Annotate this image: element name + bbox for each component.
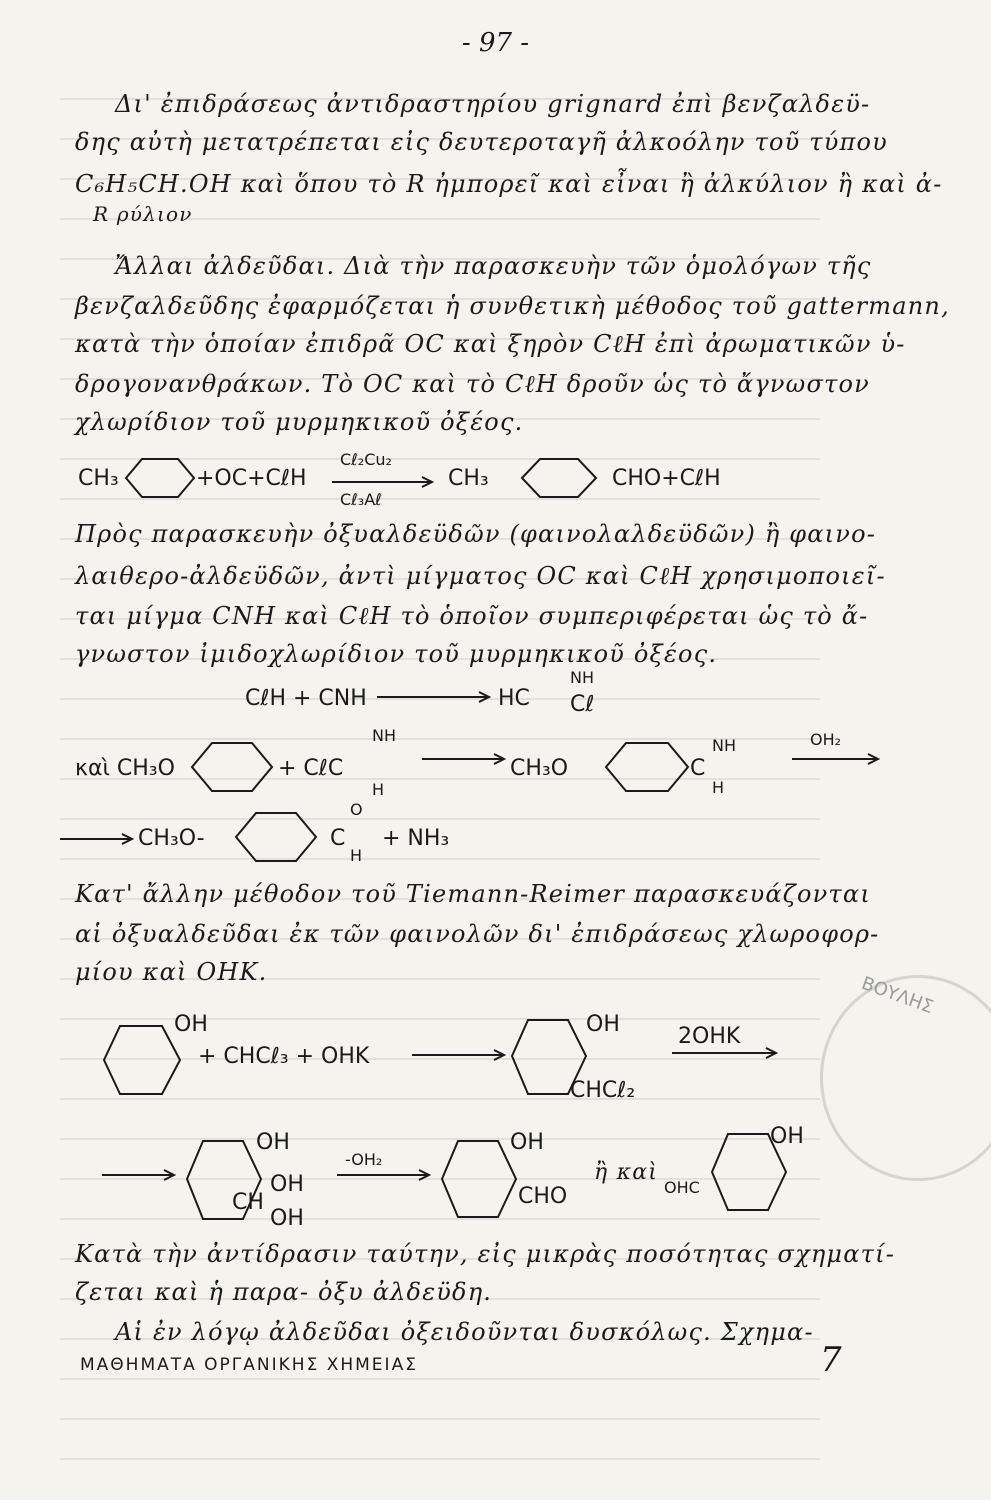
r1-left: CH₃: [78, 466, 119, 491]
r4-c: C: [330, 826, 346, 851]
r6-cho: CHO: [518, 1184, 568, 1209]
arrow-icon: [58, 832, 138, 846]
arrow-icon: [670, 1046, 782, 1060]
r3-nh: NH: [372, 726, 396, 745]
r5-chcl2: CHCℓ₂: [570, 1078, 636, 1103]
r2-right: HC: [498, 686, 530, 711]
r6-reagent: -OH₂: [345, 1150, 383, 1169]
r6-ohc: OHC: [664, 1178, 700, 1197]
page-number: - 97 -: [461, 28, 530, 58]
r6-oh1: OH: [256, 1130, 290, 1155]
p1-line-1: Δι' ἐπιδράσεως ἀντιδραστηρίου grignard ἐπὶ βενζαλδεϋ-: [115, 90, 871, 118]
arrow-icon: [335, 1168, 435, 1182]
p1-line-4: R ρύλιον: [93, 202, 193, 226]
r6-oh-a: OH: [270, 1172, 304, 1197]
p2-line-4: δρογονανθράκων. Τὸ OC καὶ τὸ CℓH δροῦν ὡς τὸ ἄγνωστον: [75, 370, 870, 398]
r6-oh4: OH: [770, 1124, 804, 1149]
p5-line-3: Αἱ ἐν λόγῳ ἀλδεῦδαι ὀξειδοῦνται δυσκόλως. Σχημα-: [115, 1318, 814, 1346]
r6-choh: CH: [232, 1190, 264, 1215]
r6-oh-b: OH: [270, 1206, 304, 1231]
benzene-ring-icon: [176, 738, 284, 796]
r2-cl: Cℓ: [570, 692, 595, 717]
r1-above: Cℓ₂Cu₂: [340, 450, 392, 469]
r3-kai: καὶ CH₃O: [75, 756, 175, 781]
arrow-icon: [330, 475, 440, 489]
arrow-icon: [375, 690, 495, 704]
r3-prod: CH₃O: [510, 756, 569, 781]
r4-left: CH₃O-: [138, 826, 205, 851]
r1-right-a: CH₃: [448, 466, 489, 491]
r3-reagent: OH₂: [810, 730, 842, 749]
arrow-icon: [420, 752, 510, 766]
r3-h: H: [372, 780, 385, 799]
r3-prod-c: C: [690, 756, 706, 781]
r4-h: H: [350, 846, 363, 865]
p2-line-3: κατὰ τὴν ὁποίαν ἐπιδρᾶ OC καὶ ξηρὸν CℓH ἐπὶ ἀρωματικῶν ὑ-: [75, 330, 906, 358]
p4-line-2: αἱ ὀξυαλδεῦδαι ἐκ τῶν φαινολῶν δι' ἐπιδράσεως χλωροφορ-: [75, 920, 880, 948]
p1-line-3: C₆H₅CH.OH καὶ ὅπου τὸ R ἠμπορεῖ καὶ εἶναι ἢ ἀλκύλιον ἢ καὶ ἀ-: [75, 170, 943, 198]
footer-title: ΜΑΘΗΜΑΤΑ ΟΡΓΑΝΙΚΗΣ ΧΗΜΕΙΑΣ: [80, 1355, 418, 1375]
p2-line-2: βενζαλδεῦδης ἐφαρμόζεται ἡ συνθετικὴ μέθοδος τοῦ gattermann,: [75, 292, 950, 320]
arrow-icon: [100, 1168, 180, 1182]
r3-plus: + CℓC: [278, 756, 344, 781]
p1-line-2: δης αὐτὴ μετατρέπεται εἰς δευτεροταγῆ ἀλκοόλην τοῦ τύπου: [75, 128, 888, 156]
r2-left: CℓH + CNH: [245, 686, 367, 711]
arrow-icon: [410, 1048, 510, 1062]
stamp-text: ΒΟΥΛΗΣ: [858, 972, 937, 1019]
benzene-ring-icon: [220, 808, 328, 866]
arrow-icon: [790, 752, 885, 766]
p4-line-1: Κατ' ἄλλην μέθοδον τοῦ Tiemann-Reimer παρασκευάζονται: [75, 880, 871, 908]
r6-or: ἢ καὶ: [594, 1160, 659, 1185]
benzene-ring-icon: [590, 738, 702, 796]
benzene-ring-icon: [440, 1135, 520, 1223]
benzene-ring-icon: [112, 455, 202, 501]
r2-nh: NH: [570, 668, 594, 687]
p4-line-3: μίου καὶ OHK.: [75, 958, 268, 986]
r5-oh2: OH: [586, 1012, 620, 1037]
r6-oh3: OH: [510, 1130, 544, 1155]
handwritten-page-mark: 7: [820, 1340, 842, 1380]
p2-line-5: χλωρίδιον τοῦ μυρμηκικοῦ ὀξέος.: [75, 408, 524, 436]
r4-right: + NH₃: [382, 826, 450, 851]
r3-prod-nh: NH: [712, 736, 736, 755]
p2-line-1: Ἄλλαι ἀλδεῦδαι. Διὰ τὴν παρασκευὴν τῶν ὁμολόγων τῆς: [115, 252, 872, 280]
p3-line-1: Πρὸς παρασκευὴν ὀξυαλδεϋδῶν (φαινολαλδεϋδῶν) ἢ φαινο-: [75, 520, 877, 548]
r1-right-b: CHO+CℓH: [612, 466, 721, 491]
p5-line-2: ζεται καὶ ἡ παρα- ὀξυ ἀλδεϋδη.: [75, 1278, 493, 1306]
r1-plus: +OC+CℓH: [196, 466, 307, 491]
r5-reagents: + CHCℓ₃ + OHK: [198, 1044, 370, 1069]
r4-o: O: [350, 800, 363, 819]
p3-line-3: ται μίγμα CNH καὶ CℓH τὸ ὁποῖον συμπεριφέρεται ὡς τὸ ἄ-: [75, 602, 869, 630]
p3-line-2: λαιθερο-ἀλδεϋδῶν, ἀντὶ μίγματος OC καὶ CℓH χρησιμοποιεῖ-: [75, 562, 886, 590]
benzene-ring-icon: [508, 455, 608, 501]
r3-prod-h: H: [712, 778, 725, 797]
p3-line-4: γνωστον ἰμιδοχλωρίδιον τοῦ μυρμηκικοῦ ὀξέος.: [75, 640, 718, 668]
r5-above: 2OHK: [678, 1024, 741, 1049]
p5-line-1: Κατὰ τὴν ἀντίδρασιν ταύτην, εἰς μικρὰς ποσότητας σχηματί-: [75, 1240, 896, 1268]
r5-oh: OH: [174, 1012, 208, 1037]
r1-below: Cℓ₃Aℓ: [340, 490, 382, 509]
